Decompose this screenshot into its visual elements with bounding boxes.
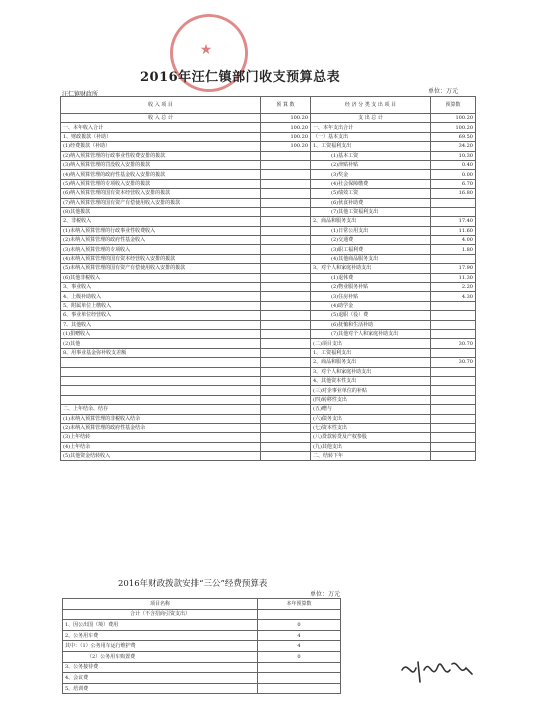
expense-value-cell [431, 301, 476, 310]
income-item-cell: (1)经费拨款（补助） [61, 142, 261, 151]
table-row [61, 254, 476, 263]
expense-value-cell: 1.80 [431, 245, 476, 254]
table-row [61, 179, 476, 188]
sanggong-item-name: （2）公务用车购置费 [63, 651, 258, 662]
expense-item-cell: (六)债务支出 [311, 414, 431, 423]
expense-value-cell [431, 452, 476, 461]
sanggong-item-value: 0 [258, 620, 341, 631]
income-item-cell: (5)其他资金结转收入 [61, 452, 261, 461]
page-title: 2016年汪仁镇部门收支预算总表 [140, 70, 341, 85]
table-row [61, 301, 476, 310]
income-value-cell [261, 320, 311, 329]
sanggong-header-row [63, 599, 341, 610]
table-row [61, 423, 476, 432]
income-value-cell [261, 301, 311, 310]
table-row [61, 151, 476, 160]
expense-value-cell [431, 442, 476, 451]
expense-item-cell: (二)项目支出 [311, 339, 431, 348]
income-item-cell: 1、财政拨款（补助） [61, 132, 261, 141]
expense-value-cell [431, 254, 476, 263]
table-row [61, 348, 476, 357]
income-item-cell: (3)上年结转 [61, 433, 261, 442]
income-value-cell [261, 170, 311, 179]
expense-value-cell: 34.20 [431, 142, 476, 151]
income-value-cell [261, 358, 311, 367]
expense-item-cell: (八)贷款转贷及产权参股 [311, 433, 431, 442]
expense-value-cell: 10.30 [431, 151, 476, 160]
table-row [61, 236, 476, 245]
expense-item-cell: (3)住房补贴 [311, 292, 431, 301]
expense-value-cell: 69.50 [431, 132, 476, 141]
table-row [61, 311, 476, 320]
expense-item-cell: (九)其他支出 [311, 442, 431, 451]
table-row [61, 452, 476, 461]
income-item-cell: (4)上年结余 [61, 442, 261, 451]
sanggong-item-value: 0 [258, 651, 341, 662]
sanggong-row [63, 609, 341, 620]
expense-value-cell [431, 405, 476, 414]
expense-value-cell [431, 207, 476, 216]
income-value-cell: 100.20 [261, 132, 311, 141]
expense-value-cell: 4.00 [431, 236, 476, 245]
income-item-cell: (2)未纳入预算管理的政府性基金收入 [61, 236, 261, 245]
income-value-cell [261, 414, 311, 423]
expense-value-cell [431, 311, 476, 320]
income-value-cell [261, 254, 311, 263]
income-item-cell: (1)捐赠收入 [61, 329, 261, 338]
expense-value-cell: 2.20 [431, 283, 476, 292]
handwritten-signature [398, 650, 478, 690]
expense-item-cell: 4、其他资本性支出 [311, 376, 431, 385]
income-item-cell: (5)纳入预算管理的专项收入安排的拨款 [61, 179, 261, 188]
income-value-cell: 100.20 [261, 123, 311, 132]
income-value-cell [261, 386, 311, 395]
income-item-cell: (7)纳入预算管理的国有资产有偿使用收入安排的拨款 [61, 198, 261, 207]
table-row [61, 198, 476, 207]
header-budget-num: 预 算 数 [261, 97, 311, 114]
income-item-cell: (1)未纳入预算管理的行政事业性收费收入 [61, 226, 261, 235]
expense-value-cell: 100.20 [431, 123, 476, 132]
income-value-cell [261, 405, 311, 414]
income-item-cell [61, 395, 261, 404]
income-item-cell: (4)纳入预算管理的政府性基金收入安排的拨款 [61, 170, 261, 179]
sanggong-unit-label: 单位：万元 [310, 591, 341, 598]
table-row [61, 226, 476, 235]
income-item-cell: (2)纳入预算管理的行政事业性收费安排的拨款 [61, 151, 261, 160]
expense-item-cell: (三)对企事业单位的补贴 [311, 386, 431, 395]
sanggong-item-value: 4 [258, 630, 341, 641]
expense-item-cell: (5)绩效工资 [311, 189, 431, 198]
income-value-cell [261, 207, 311, 216]
expense-value-cell [431, 329, 476, 338]
expense-value-cell [431, 386, 476, 395]
budget-summary-table [60, 96, 476, 461]
table-row [61, 170, 476, 179]
income-item-cell: 8、用事业基金弥补收支差额 [61, 348, 261, 357]
expense-item-cell: (2)津贴补贴 [311, 160, 431, 169]
income-item-cell: 一、本年收入合计 [61, 123, 261, 132]
income-item-cell: (8)其他拨款 [61, 207, 261, 216]
income-item-cell: (3)纳入预算管理的罚没收入安排的拨款 [61, 160, 261, 169]
income-item-cell [61, 376, 261, 385]
table-row [61, 189, 476, 198]
table-row [61, 142, 476, 151]
income-value-cell: 100.20 [261, 114, 311, 123]
table-row [61, 376, 476, 385]
table-row [61, 320, 476, 329]
expense-item-cell: 2、商品和服务支出 [311, 217, 431, 226]
sanggong-title: 2016年财政拨款安排“三公”经费预算表 [118, 579, 268, 589]
expense-item-cell: (1)退休费 [311, 273, 431, 282]
expense-value-cell [431, 414, 476, 423]
table-row [61, 292, 476, 301]
expense-item-cell: (4)其他商品服务支出 [311, 254, 431, 263]
income-value-cell [261, 283, 311, 292]
sanggong-item-name: 3、公务接待费 [63, 662, 258, 673]
income-value-cell [261, 198, 311, 207]
expense-value-cell: 4.30 [431, 292, 476, 301]
income-value-cell [261, 151, 311, 160]
expense-value-cell: 30.70 [431, 358, 476, 367]
income-value-cell [261, 264, 311, 273]
table-row [61, 273, 476, 282]
table-row [61, 264, 476, 273]
income-item-cell: (1)未纳入预算管理的非税收入结余 [61, 414, 261, 423]
expense-item-cell: (七)资本性支出 [311, 423, 431, 432]
expense-value-cell [431, 395, 476, 404]
income-value-cell [261, 367, 311, 376]
header-budget-num-2: 预算数 [431, 97, 476, 114]
expense-item-cell: 一、本年支出合计 [311, 123, 431, 132]
expense-item-cell: 2、商品和服务支出 [311, 358, 431, 367]
header-income-item: 收 入 项 目 [61, 97, 261, 114]
sanggong-row [63, 630, 341, 641]
income-value-cell [261, 423, 311, 432]
expense-item-cell: (2)物业服务补贴 [311, 283, 431, 292]
expense-item-cell: 3、对个人和家庭补助支出 [311, 367, 431, 376]
expense-item-cell: (4)社会保障缴费 [311, 179, 431, 188]
income-value-cell [261, 433, 311, 442]
income-item-cell [61, 367, 261, 376]
income-item-cell: 5、附属单位上缴收入 [61, 301, 261, 310]
sanggong-item-value [258, 609, 341, 620]
table-row [61, 395, 476, 404]
table-row [61, 207, 476, 216]
expense-value-cell: 0.00 [431, 170, 476, 179]
income-item-cell: (4)未纳入预算管理的国有资本经营收入安排的拨款 [61, 254, 261, 263]
expense-value-cell [431, 367, 476, 376]
expense-value-cell: 30.70 [431, 339, 476, 348]
income-item-cell: 二、上年结余、结存 [61, 405, 261, 414]
income-value-cell [261, 179, 311, 188]
expense-item-cell: (4)助学金 [311, 301, 431, 310]
expense-item-cell: (3)奖金 [311, 170, 431, 179]
expense-value-cell: 6.70 [431, 179, 476, 188]
income-value-cell [261, 395, 311, 404]
income-item-cell: 7、其他收入 [61, 320, 261, 329]
sanggong-item-value [258, 673, 341, 684]
expense-value-cell: 100.20 [431, 114, 476, 123]
table-row [61, 339, 476, 348]
table-header-row [61, 97, 476, 114]
expense-value-cell: 17.90 [431, 264, 476, 273]
expense-item-cell: 1、工资福利支出 [311, 142, 431, 151]
table-row [61, 160, 476, 169]
table-row [61, 329, 476, 338]
expense-item-cell: (1)日常公用支出 [311, 226, 431, 235]
income-value-cell [261, 292, 311, 301]
sanggong-row [63, 683, 341, 694]
expense-item-cell: 支 出 总 计 [311, 114, 431, 123]
income-value-cell [261, 348, 311, 357]
income-item-cell: (2)未纳入预算管理的政府性基金结余 [61, 423, 261, 432]
expense-item-cell: (7)其他对个人和家庭补助支出 [311, 329, 431, 338]
sanggong-item-name: 合计（不含招商引资支出） [63, 609, 258, 620]
expense-value-cell [431, 433, 476, 442]
table-row [61, 414, 476, 423]
table-row [61, 123, 476, 132]
income-item-cell: 6、事业单位经营收入 [61, 311, 261, 320]
sanggong-item-value [258, 662, 341, 673]
sanggong-header-name: 项目名称 [63, 599, 258, 610]
income-item-cell: (3)未纳入预算管理的专项收入 [61, 245, 261, 254]
sanggong-row [63, 641, 341, 652]
table-row [61, 245, 476, 254]
expense-value-cell [431, 348, 476, 357]
expense-value-cell [431, 423, 476, 432]
expense-item-cell: (7)其他工资福利支出 [311, 207, 431, 216]
expense-item-cell: (5)退职（役）费 [311, 311, 431, 320]
unit-label: 单位：万元 [428, 88, 459, 95]
income-value-cell [261, 226, 311, 235]
expense-item-cell: (6)伙食补助费 [311, 198, 431, 207]
income-item-cell: (5)未纳入预算管理的国有资产有偿使用收入安排的拨款 [61, 264, 261, 273]
expense-item-cell: （一）基本支出 [311, 132, 431, 141]
income-item-cell: 2、非税收入 [61, 217, 261, 226]
expense-item-cell: (6)抚恤和生活补助 [311, 320, 431, 329]
sanggong-item-value [258, 683, 341, 694]
income-value-cell [261, 452, 311, 461]
table-row [61, 367, 476, 376]
income-item-cell: 4、上级补助收入 [61, 292, 261, 301]
expense-value-cell: 16.80 [431, 189, 476, 198]
sanggong-item-name: 5、培训费 [63, 683, 258, 694]
table-row [61, 283, 476, 292]
income-value-cell [261, 442, 311, 451]
sanggong-header-value: 本年预算数 [258, 599, 341, 610]
sanggong-row [63, 673, 341, 684]
sanggong-item-name: 4、会议费 [63, 673, 258, 684]
income-value-cell [261, 339, 311, 348]
expense-item-cell: (四)转移性支出 [311, 395, 431, 404]
expense-value-cell: 0.40 [431, 160, 476, 169]
expense-value-cell: 11.60 [431, 226, 476, 235]
expense-item-cell: (2)交通费 [311, 236, 431, 245]
income-item-cell: (6)纳入预算管理的国有资本经营收入安排的拨款 [61, 189, 261, 198]
expense-item-cell: 1、工资福利支出 [311, 348, 431, 357]
income-item-cell [61, 386, 261, 395]
table-row [61, 433, 476, 442]
income-value-cell [261, 273, 311, 282]
sanggong-row [63, 651, 341, 662]
income-value-cell [261, 189, 311, 198]
table-row [61, 217, 476, 226]
sanggong-item-value: 4 [258, 641, 341, 652]
sanggong-row [63, 662, 341, 673]
expense-item-cell: (3)职工福利费 [311, 245, 431, 254]
table-row [61, 358, 476, 367]
sanggong-table [62, 598, 341, 694]
table-row [61, 386, 476, 395]
income-value-cell [261, 376, 311, 385]
table-row [61, 132, 476, 141]
expense-value-cell: 17.40 [431, 217, 476, 226]
seal-star-icon: ★ [199, 42, 213, 58]
income-item-cell: 3、事业收入 [61, 283, 261, 292]
income-value-cell [261, 245, 311, 254]
table-row [61, 405, 476, 414]
expense-item-cell: (五)赠与 [311, 405, 431, 414]
expense-value-cell: 11.30 [431, 273, 476, 282]
expense-item-cell: 3、对个人和家庭补助支出 [311, 264, 431, 273]
income-item-cell: 收 入 总 计 [61, 114, 261, 123]
expense-item-cell: 二、结转下年 [311, 452, 431, 461]
expense-value-cell [431, 320, 476, 329]
sanggong-item-name: 2、公务用车费 [63, 630, 258, 641]
income-item-cell: (6)其他非税收入 [61, 273, 261, 282]
income-value-cell [261, 160, 311, 169]
income-value-cell [261, 329, 311, 338]
expense-value-cell [431, 198, 476, 207]
expense-item-cell: (1)基本工资 [311, 151, 431, 160]
income-value-cell: 100.20 [261, 142, 311, 151]
table-row [61, 442, 476, 451]
organization-name: 汪仁镇财政所 [62, 91, 99, 98]
sanggong-item-name: 1、因公出国（境）费用 [63, 620, 258, 631]
income-item-cell: (2)其他 [61, 339, 261, 348]
income-value-cell [261, 236, 311, 245]
sanggong-row [63, 620, 341, 631]
income-value-cell [261, 217, 311, 226]
table-row [61, 114, 476, 123]
income-value-cell [261, 311, 311, 320]
income-item-cell [61, 358, 261, 367]
sanggong-item-name: 其中：（1）公务用车运行维护费 [63, 641, 258, 652]
header-econ-item: 经 济 分 类 支 出 项 目 [311, 97, 431, 114]
expense-value-cell [431, 376, 476, 385]
